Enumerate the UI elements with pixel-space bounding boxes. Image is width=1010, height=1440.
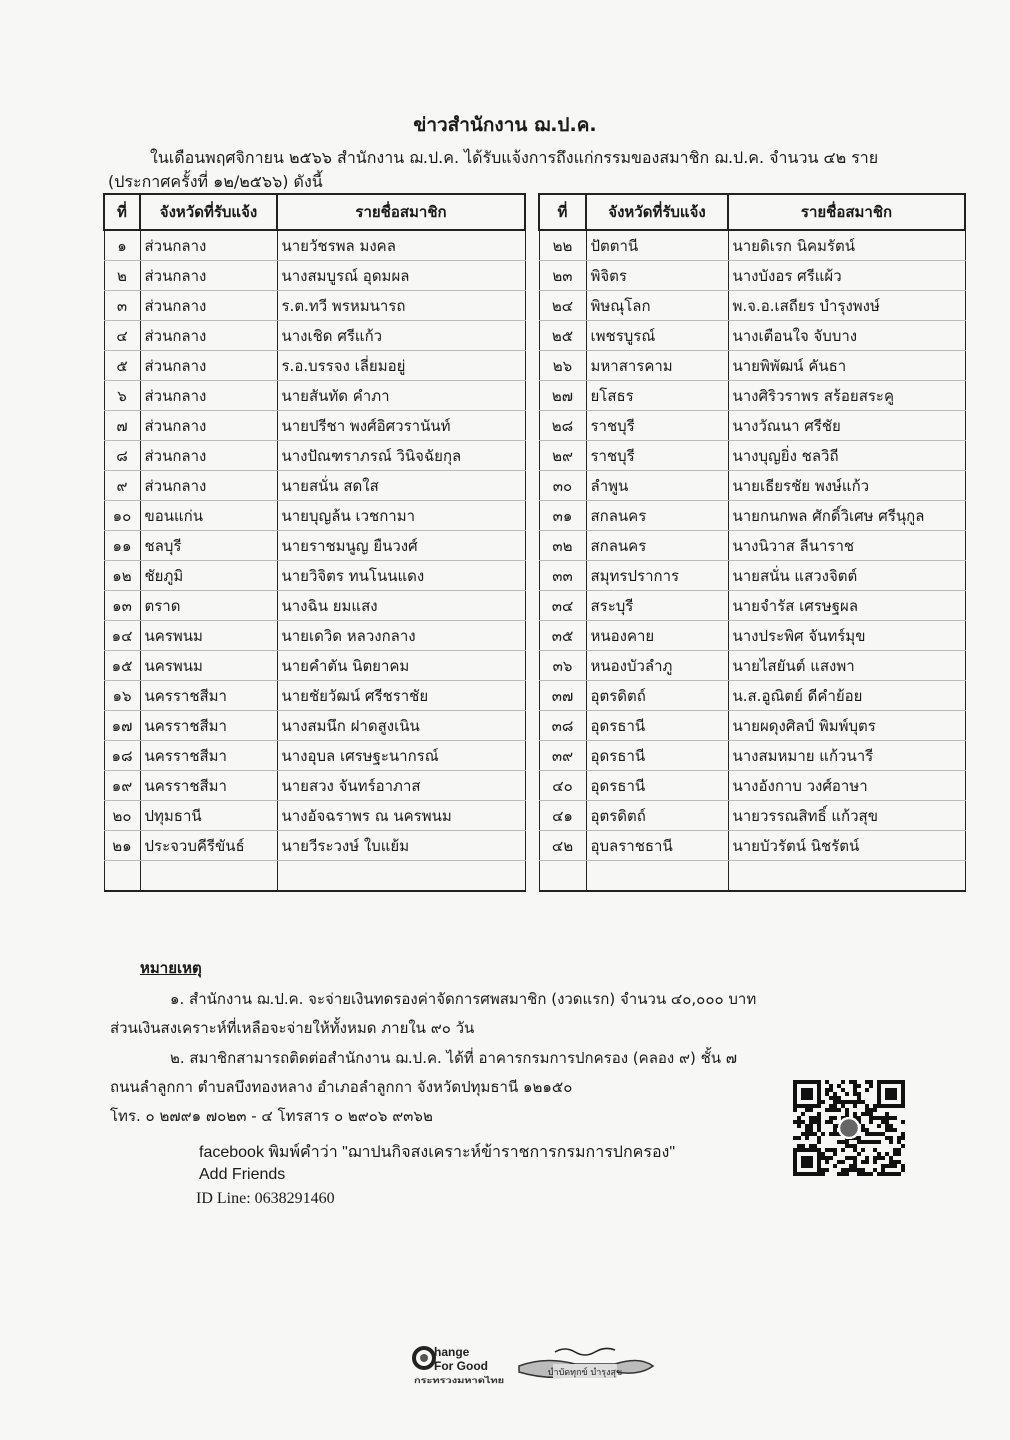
table-row xyxy=(539,831,965,861)
cell-member-name: นางอังกาบ วงศ์อาษา xyxy=(728,771,965,801)
cell-no xyxy=(539,861,586,892)
table-row xyxy=(539,861,965,892)
table-row xyxy=(539,351,965,381)
cell-member-name: นายบัวรัตน์ นิชรัตน์ xyxy=(728,831,965,861)
cell-province: สกลนคร xyxy=(586,531,728,561)
cell-province: หนองคาย xyxy=(586,621,728,651)
cell-member-name xyxy=(277,861,525,892)
cell-province: ปทุมธานี xyxy=(140,801,277,831)
cell-province: หนองบัวลำภู xyxy=(586,651,728,681)
cell-no: ๒๐ xyxy=(104,801,140,831)
cell-province: พิษณุโลก xyxy=(586,291,728,321)
table-row xyxy=(104,411,525,441)
cell-no: ๓๗ xyxy=(539,681,586,711)
cell-province: ปัตตานี xyxy=(586,230,728,261)
cell-no: ๒ xyxy=(104,261,140,291)
cell-province: นครราชสีมา xyxy=(140,681,277,711)
table-row xyxy=(539,321,965,351)
cell-no: ๓๕ xyxy=(539,621,586,651)
cell-province: พิจิตร xyxy=(586,261,728,291)
table-row xyxy=(104,381,525,411)
cell-province: นครราชสีมา xyxy=(140,741,277,771)
cell-member-name: นายผดุงศิลป์ พิมพ์บุตร xyxy=(728,711,965,741)
add-friends-label: Add Friends xyxy=(199,1166,286,1183)
cell-member-name: นางนิวาส ลีนาราช xyxy=(728,531,965,561)
cell-member-name: นายสันทัด คำภา xyxy=(277,381,525,411)
cell-no: ๓๔ xyxy=(539,591,586,621)
cell-member-name: นางสมบูรณ์ อุดมผล xyxy=(277,261,525,291)
table-row xyxy=(104,351,525,381)
cell-member-name: นายปรีชา พงศ์อิศวรานันท์ xyxy=(277,411,525,441)
table-row xyxy=(104,291,525,321)
cell-member-name: นายกนกพล ศักดิ์วิเศษ ศรีนุกูล xyxy=(728,501,965,531)
motto-ribbon-logo xyxy=(515,1342,655,1386)
cell-province: ลำพูน xyxy=(586,471,728,501)
cell-province: ชัยภูมิ xyxy=(140,561,277,591)
cell-province: ส่วนกลาง xyxy=(140,230,277,261)
cell-no: ๒๒ xyxy=(539,230,586,261)
cell-no: ๑๑ xyxy=(104,531,140,561)
table-row xyxy=(539,261,965,291)
cell-member-name: นางบุญยิ่ง ชลวิถี xyxy=(728,441,965,471)
table-row xyxy=(104,531,525,561)
table-row xyxy=(539,531,965,561)
cell-province: ส่วนกลาง xyxy=(140,471,277,501)
table-row xyxy=(104,831,525,861)
cell-member-name: นายเธียรชัย พงษ์แก้ว xyxy=(728,471,965,501)
cell-member-name: นายสวง จันทร์อาภาส xyxy=(277,771,525,801)
cell-member-name: ร.ต.ทวี พรหมนารถ xyxy=(277,291,525,321)
cell-province: อุบลราชธานี xyxy=(586,831,728,861)
cell-no: ๓๙ xyxy=(539,741,586,771)
cell-province: ส่วนกลาง xyxy=(140,441,277,471)
cell-member-name: นางวัณนา ศรีชัย xyxy=(728,411,965,441)
cell-no: ๒๖ xyxy=(539,351,586,381)
cell-province: อุตรดิตถ์ xyxy=(586,801,728,831)
facebook-line: facebook พิมพ์คำว่า "ฌาปนกิจสงเคราะห์ข้าราชการกรมการปกครอง" xyxy=(199,1144,676,1161)
header-province: จังหวัดที่รับแจ้ง xyxy=(140,194,277,230)
cell-province: ส่วนกลาง xyxy=(140,381,277,411)
cell-province: ราชบุรี xyxy=(586,411,728,441)
cell-member-name: นางเชิด ศรีแก้ว xyxy=(277,321,525,351)
cell-member-name: นางเตือนใจ จับบาง xyxy=(728,321,965,351)
cell-no: ๑๐ xyxy=(104,501,140,531)
cell-no: ๓๐ xyxy=(539,471,586,501)
header-name: รายชื่อสมาชิก xyxy=(277,194,525,230)
table-row xyxy=(104,741,525,771)
cell-no: ๒๗ xyxy=(539,381,586,411)
cell-member-name: นายชัยวัฒน์ ศรีชราชัย xyxy=(277,681,525,711)
cell-member-name: นายคำตัน นิตยาคม xyxy=(277,651,525,681)
cell-member-name xyxy=(728,861,965,892)
cell-province: มหาสารคาม xyxy=(586,351,728,381)
cell-member-name: นายวรรณสิทธิ์ แก้วสุข xyxy=(728,801,965,831)
cell-province: ชลบุรี xyxy=(140,531,277,561)
table-row xyxy=(104,771,525,801)
cell-province: ส่วนกลาง xyxy=(140,261,277,291)
table-row xyxy=(104,861,525,892)
cell-province: ยโสธร xyxy=(586,381,728,411)
members-table-right xyxy=(538,193,966,892)
cell-no: ๑๒ xyxy=(104,561,140,591)
cell-no: ๑๕ xyxy=(104,651,140,681)
cell-no: ๒๔ xyxy=(539,291,586,321)
cell-no: ๒๘ xyxy=(539,411,586,441)
cell-member-name: นางศิริวราพร สร้อยสระคู xyxy=(728,381,965,411)
cell-province xyxy=(586,861,728,892)
table-row xyxy=(104,801,525,831)
cell-no: ๑ xyxy=(104,230,140,261)
table-row xyxy=(539,651,965,681)
cell-province: ส่วนกลาง xyxy=(140,411,277,441)
table-row xyxy=(539,471,965,501)
note-line-3: ๒. สมาชิกสามารถติดต่อสำนักงาน ฌ.ป.ค. ได้ที่ อาคารกรมการปกครอง (คลอง ๙) ชั้น ๗ xyxy=(170,1049,738,1067)
table-row xyxy=(104,561,525,591)
cell-province: สระบุรี xyxy=(586,591,728,621)
cell-no: ๓๖ xyxy=(539,651,586,681)
cell-member-name: น.ส.อูณิตย์ ดีคำย้อย xyxy=(728,681,965,711)
cell-no: ๒๓ xyxy=(539,261,586,291)
cell-member-name: นายวัชรพล มงคล xyxy=(277,230,525,261)
cell-member-name: นางอัจฉราพร ณ นครพนม xyxy=(277,801,525,831)
header-no: ที่ xyxy=(539,194,586,230)
table-row xyxy=(104,591,525,621)
table-row xyxy=(104,471,525,501)
cell-member-name: นายราชมนูญ ยืนวงศ์ xyxy=(277,531,525,561)
table-row xyxy=(104,230,525,261)
cell-no: ๒๙ xyxy=(539,441,586,471)
table-row xyxy=(104,711,525,741)
cell-no: ๓๑ xyxy=(539,501,586,531)
cell-no: ๓๘ xyxy=(539,711,586,741)
table-row xyxy=(104,651,525,681)
cell-province: นครราชสีมา xyxy=(140,711,277,741)
cell-member-name: นายจำรัส เศรษฐผล xyxy=(728,591,965,621)
table-row xyxy=(539,501,965,531)
cell-member-name: นางสมหมาย แก้วนารี xyxy=(728,741,965,771)
cell-member-name: นายสนั่น สดใส xyxy=(277,471,525,501)
cell-province: อุดรธานี xyxy=(586,771,728,801)
header-name: รายชื่อสมาชิก xyxy=(728,194,965,230)
cell-member-name: ร.อ.บรรจง เลี่ยมอยู่ xyxy=(277,351,525,381)
cell-member-name: นางปัณฑราภรณ์ วินิจฉัยกุล xyxy=(277,441,525,471)
table-row xyxy=(539,561,965,591)
cell-province: ประจวบคีรีขันธ์ xyxy=(140,831,277,861)
cell-province: อุดรธานี xyxy=(586,711,728,741)
cell-no: ๗ xyxy=(104,411,140,441)
notes-heading: หมายเหตุ xyxy=(140,959,202,977)
note-line-5: โทร. ๐ ๒๗๙๑ ๗๐๒๓ - ๔ โทรสาร ๐ ๒๙๐๖ ๙๓๖๒ xyxy=(110,1107,433,1125)
cell-province: นครพนม xyxy=(140,651,277,681)
cell-member-name: นายสนั่น แสวงจิตต์ xyxy=(728,561,965,591)
table-row xyxy=(539,230,965,261)
cell-no xyxy=(104,861,140,892)
cell-member-name: นายวีระวงษ์ ใบแย้ม xyxy=(277,831,525,861)
table-row xyxy=(539,441,965,471)
table-row xyxy=(539,591,965,621)
cell-province: อุดรธานี xyxy=(586,741,728,771)
table-row xyxy=(539,741,965,771)
change-for-good-logo xyxy=(412,1342,512,1388)
intro-line-1: ในเดือนพฤศจิกายน ๒๕๖๖ สำนักงาน ฌ.ป.ค. ได้รับแจ้งการถึงแก่กรรมของสมาชิก ฌ.ป.ค. จำนวน ๔๒ ราย xyxy=(150,148,879,167)
cell-member-name: นายเดวิด หลวงกลาง xyxy=(277,621,525,651)
cell-no: ๑๓ xyxy=(104,591,140,621)
page-title: ข่าวสำนักงาน ฌ.ป.ค. xyxy=(413,114,597,136)
table-row xyxy=(539,771,965,801)
cell-member-name: นายไสยันต์ แสงพา xyxy=(728,651,965,681)
cell-member-name: นายวิจิตร ทนโนนแดง xyxy=(277,561,525,591)
cell-member-name: พ.จ.อ.เสถียร บำรุงพงษ์ xyxy=(728,291,965,321)
intro-line-2: (ประกาศครั้งที่ ๑๒/๒๕๖๖) ดังนี้ xyxy=(108,172,323,191)
cell-member-name: นายดิเรก นิคมรัตน์ xyxy=(728,230,965,261)
table-row xyxy=(104,261,525,291)
logo1-text-hange: hange xyxy=(434,1345,470,1359)
cell-no: ๑๖ xyxy=(104,681,140,711)
cell-province: ส่วนกลาง xyxy=(140,291,277,321)
table-row xyxy=(539,621,965,651)
note-line-2: ส่วนเงินสงเคราะห์ที่เหลือจะจ่ายให้ทั้งหมด ภายใน ๙๐ วัน xyxy=(110,1019,475,1037)
table-row xyxy=(104,621,525,651)
cell-no: ๑๔ xyxy=(104,621,140,651)
cell-province: นครพนม xyxy=(140,621,277,651)
cell-province: ราชบุรี xyxy=(586,441,728,471)
cell-member-name: นายบุญล้น เวชกามา xyxy=(277,501,525,531)
cell-member-name: นางประพิศ จันทร์มุข xyxy=(728,621,965,651)
cell-no: ๕ xyxy=(104,351,140,381)
cell-province: ส่วนกลาง xyxy=(140,321,277,351)
cell-member-name: นายพิพัฒน์ คันธา xyxy=(728,351,965,381)
cell-province: สมุทรปราการ xyxy=(586,561,728,591)
cell-no: ๓ xyxy=(104,291,140,321)
cell-province: เพชรบูรณ์ xyxy=(586,321,728,351)
table-row xyxy=(539,681,965,711)
cell-no: ๓๒ xyxy=(539,531,586,561)
cell-province: ส่วนกลาง xyxy=(140,351,277,381)
table-row xyxy=(539,801,965,831)
note-line-1: ๑. สำนักงาน ฌ.ป.ค. จะจ่ายเงินทดรองค่าจัดการศพสมาชิก (งวดแรก) จำนวน ๔๐,๐๐๐ บาท xyxy=(170,990,757,1008)
line-id: ID Line: 0638291460 xyxy=(196,1190,335,1207)
cell-no: ๒๑ xyxy=(104,831,140,861)
cell-member-name: นางบังอร ศรีแผ้ว xyxy=(728,261,965,291)
qr-code-icon[interactable] xyxy=(793,1080,905,1176)
cell-no: ๔๑ xyxy=(539,801,586,831)
cell-no: ๑๗ xyxy=(104,711,140,741)
cell-no: ๙ xyxy=(104,471,140,501)
cell-province: ขอนแก่น xyxy=(140,501,277,531)
cell-province xyxy=(140,861,277,892)
logo1-text-ministry: กระทรวงมหาดไทย xyxy=(414,1376,480,1385)
cell-province: นครราชสีมา xyxy=(140,771,277,801)
cell-member-name: นางฉิน ยมแสง xyxy=(277,591,525,621)
cell-province: สกลนคร xyxy=(586,501,728,531)
cell-no: ๑๙ xyxy=(104,771,140,801)
table-row xyxy=(539,381,965,411)
motto-text: บำบัดทุกข์ บำรุงสุข xyxy=(547,1368,623,1378)
cell-province: ตราด xyxy=(140,591,277,621)
table-row xyxy=(104,321,525,351)
table-row xyxy=(104,501,525,531)
logo1-text-for-good: For Good xyxy=(434,1359,488,1373)
cell-member-name: นางสมนึก ฝาดสูงเนิน xyxy=(277,711,525,741)
table-row xyxy=(104,441,525,471)
header-no: ที่ xyxy=(104,194,140,230)
note-line-4: ถนนลำลูกกา ตำบลบึงทองหลาง อำเภอลำลูกกา จังหวัดปทุมธานี ๑๒๑๕๐ xyxy=(110,1078,573,1096)
table-row xyxy=(539,411,965,441)
cell-no: ๒๕ xyxy=(539,321,586,351)
table-row xyxy=(539,291,965,321)
table-row xyxy=(539,711,965,741)
cell-no: ๖ xyxy=(104,381,140,411)
cell-member-name: นางอุบล เศรษฐะนากรณ์ xyxy=(277,741,525,771)
cell-no: ๔๐ xyxy=(539,771,586,801)
cell-no: ๓๓ xyxy=(539,561,586,591)
cell-province: อุตรดิตถ์ xyxy=(586,681,728,711)
cell-no: ๑๘ xyxy=(104,741,140,771)
cell-no: ๘ xyxy=(104,441,140,471)
table-row xyxy=(104,681,525,711)
header-province: จังหวัดที่รับแจ้ง xyxy=(586,194,728,230)
cell-no: ๔ xyxy=(104,321,140,351)
members-table-left xyxy=(103,193,526,892)
cell-no: ๔๒ xyxy=(539,831,586,861)
